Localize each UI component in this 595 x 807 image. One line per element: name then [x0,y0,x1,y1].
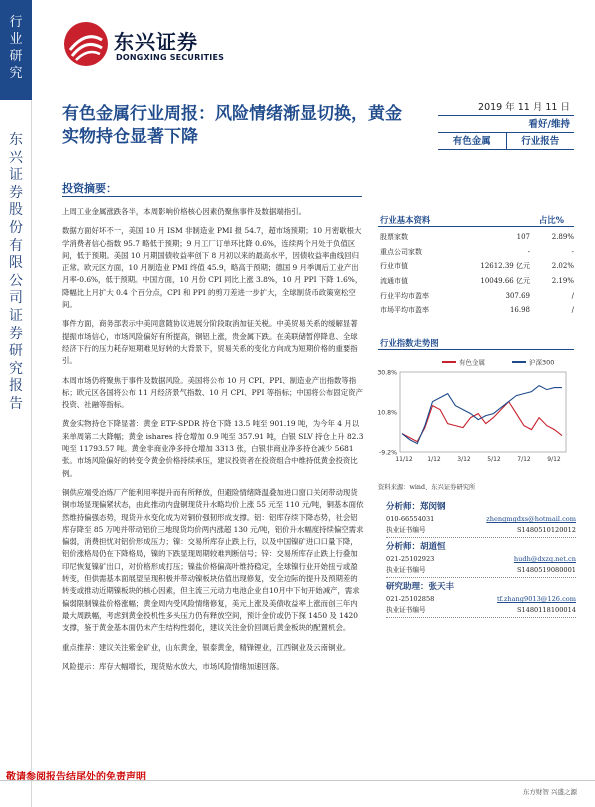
row-pct: / [571,291,574,300]
row-value: 10049.66 亿元 [480,277,530,286]
row-pct: 2.02% [551,262,574,271]
analyst-cert-number: S1480519080001 [516,566,576,574]
analyst-phone: 021-25102858 [386,595,435,603]
report-type: 行业报告 [521,136,560,147]
abstract-paragraph: 数据方面好坏不一，美国 10 月 ISM 非制造业 PMI 报 54.7，超市场预期；10 月密歇根大学消费者信心指数 95.7 略低于预期；9 月工厂订单环比降 0.6%，连续两个月处于负值区间，低于预期。美国 10 月期国债收益率创下 8 月初以来的最高水平，因债收益率曲线回归正常。欧元区方面，10 月制造业 PMI 终值 45.9，略高于预期；德国 9 月季调后工业产出月率-0.6%，低于预期。中国方面，10 月份 CPI 同比上涨 3.8%，10 月 PPI 下降 1.6%，降幅比上月扩大 0.4 个百分点，CPI 和 PPI 的剪刀差进一步扩大，全球制货币政策宽松空间。 [62,226,363,310]
industry-trend-chart [370,352,574,480]
analyst-cert [386,525,576,536]
row-value: - [527,247,530,256]
industry-data-header [378,213,574,227]
analyst-phone: 010-66554031 [386,515,435,523]
row-value: 16.98 [509,306,530,315]
x-tick-label: 1/12 [427,456,441,463]
analyst-card [386,541,576,578]
row-label: 重点公司家数 [380,247,422,256]
table-row [380,245,574,260]
company-logo [62,20,232,72]
analyst-name: 研究助理：张天丰 [386,582,455,592]
table-row [380,230,574,245]
logo-chinese: 东兴证券 [114,30,198,54]
logo-english: DONGXING SECURITIES [116,53,225,62]
analyst-cert-label: 执业证书编号 [386,606,426,614]
sidebar-category: 行业研究 [9,15,23,81]
trend-heading: 行业指数走势图 [378,336,574,350]
x-tick-label: 11/12 [395,456,413,463]
row-value: 12612.39 亿元 [480,262,530,271]
report-rating: 看好/维持 [438,116,574,133]
row-value: 107 [516,233,530,241]
x-tick-label: 3/12 [457,456,471,463]
y-tick-label: 10.8% [377,409,397,417]
row-label: 股票家数 [380,233,408,241]
row-pct: - [571,247,574,256]
analyst-cert [386,565,576,576]
table-row [380,274,574,289]
row-pct: 2.89% [551,233,574,241]
industry-data-table [380,230,574,318]
chart-lines [402,386,562,444]
analyst-contact [386,554,576,565]
analyst-contact [386,594,576,605]
analyst-phone: 021-25102923 [386,555,435,563]
footer-disclaimer: 敬请参阅报告结尾处的免责声明 [6,772,146,783]
report-date: 2019 年 11 月 11 日 [438,100,574,116]
analyst-cert-number: S1480510120012 [516,526,576,534]
analyst-cert-label: 执业证书编号 [386,526,426,534]
abstract-body [62,206,364,680]
report-meta-box [438,100,574,150]
analyst-email-link[interactable]: zhengmgdxs@hotmail.com [486,515,576,523]
analyst-cert [386,605,576,616]
analyst-divider [386,577,576,578]
analyst-name: 分析师：胡道恒 [386,542,446,552]
chart-legend [442,358,554,367]
abstract-divider [62,196,362,197]
analyst-contact [386,514,576,525]
y-tick-label: 30.8% [377,369,397,377]
sidebar-top-band [0,0,32,100]
table-row [380,289,574,304]
analyst-name: 分析师：郑闵钢 [386,502,446,512]
footer-slogan: 东方财智 兴盛之源 [522,788,577,796]
analyst-cert-number: S1480118100014 [516,606,576,614]
chart-source: 资料来源：wind、东兴证券研究所 [378,484,476,491]
abstract-paragraph: 重点推荐：建议关注紫金矿业，山东黄金，银泰黄金，精锋锂业，江西铜业及云南铜业。 [62,642,351,652]
table-row [380,259,574,274]
abstract-paragraph: 铜供应端受冶炼厂产能利用率提升而有所释放，但避险情绪降温叠加进口窗口关闭带动现货铜市场显现偏紧状态，由此推动内盘铜现货升水略均价上涨 55 元至 110 元/吨，铜基本面依然维持偏强态势，现货升水变化成为对铜价强韧形成支撑。铝：铝库存续下降态势，社会铝库存降至 85 万吨并带动铝价三地现货均价两内涨超 130 元/吨，铝价升水幅度持续偏空需求偏弱，消费担忧对铝价形成压力；镍：交易所库存止跌上行，以及中国镍矿进口口量下降，铝价涨格局仍在下降格局，镍的下跌显现周期较难判断信号；锌：交易所库存止跌上行叠加印尼恢复镍矿出口，对价格形成打压；镍盐价格偏高叶维持稳定，全球镍行业开始扭亏或盈转变，但供需基本面展望呈现积极并带动镍板块估值出现修复，安全边际的提升及预期差的转变或推动近期镍板块的核心因素，但主流三元动力电池企业自10月中下旬开始减产，需求偏弱限制镍盐价格涨幅；黄金周内受风险情绪修复，美元上涨及美债收益率上涨而创三年内最大周跌幅，考虑到黄金投机性多头压力仍有释放空间，预计金价或仍下探 1450 及 1420 支撑，鉴于黄金基本面仍未产生结构性弱化，建议关注金价回调后黄金板块的配置机会。 [62,487,364,633]
industry-data-col-header: 占比% [538,215,564,225]
abstract-paragraph: 上周工业金属涨跌各半，本周影响价格核心因素仍聚焦事件及数据端指引。 [62,207,306,216]
abstract-paragraph: 风险提示：库存大幅增长，现货贴水放大，市场风险情绪加速回落。 [62,661,284,671]
row-value: 307.69 [505,291,530,300]
table-row [380,303,574,318]
analyst-card [386,581,576,618]
x-tick-label: 5/12 [487,456,501,463]
abstract-paragraph: 本周市场仍将聚焦于事件及数据风险。美国将公布 10 月 CPI、PPI、制造业产出指数等指标；欧元区各国将公布 11 月经济景气指数、10 月 CPI、PPI 等指标；中国将公布固定资产投资、社融等指标。 [62,375,363,410]
analysts-panel [386,501,576,621]
legend-label: 沪深300 [529,358,555,367]
plot-frame [400,372,566,452]
x-tick-label: 9/12 [547,456,561,463]
chart-axes [377,370,566,464]
report-sector: 有色金属 [438,133,507,149]
legend-label: 有色金属 [459,358,485,367]
abstract-paragraph: 事件方面，商务部表示中美同意随协议进展分阶段取消加征关税。中美贸易关系的缓解显著提振市场信心，市场风险偏好有所提高，铜铝上涨，贵金属下跌。在美联储暂停降息、全球经济下行的压力耗存短期难见好转的大背景下，贸易关系的变化方向成为短期价格的重要指引。 [62,319,358,366]
series-line [402,386,562,444]
row-pct: 2.19% [551,277,574,286]
x-tick-label: 7/12 [517,456,531,463]
industry-data-heading: 行业基本资料 [380,215,431,225]
analyst-email-link[interactable]: tf.zhang9013@126.com [496,595,576,603]
sidebar [0,0,32,807]
analyst-email-link[interactable]: hudh@dxzq.net.cn [513,555,576,563]
report-title: 有色金属行业周报：风险情绪渐显切换，黄金实物持仓显著下降 [62,104,402,147]
abstract-heading: 投资摘要： [62,182,117,195]
row-label: 行业平均市盈率 [380,291,429,300]
row-label: 市场平均市盈率 [380,306,429,315]
analyst-divider [386,617,576,618]
analyst-divider [386,537,576,538]
footer-divider [0,780,595,781]
row-label: 行业市值 [380,262,408,271]
sidebar-company-text: 东兴证券股份有限公司证券研究报告 [9,132,23,412]
row-label: 流通市值 [380,277,408,286]
report-classification [438,133,574,150]
analyst-cert-label: 执业证书编号 [386,566,426,574]
row-pct: / [571,306,574,315]
abstract-paragraph: 黄金实物持仓下降显著：黄金 ETF-SPDR 持仓下降 13.5 吨至 901.19 吨，为今年 4 月以来单周第二大降幅；黄金 ishares 持仓增加 0.9 吨至 357.91 吨，白银 SLV 持仓上升 82.3 吨至 11793.57 吨。黄金非商业净多持仓增加 3313 张，白银非商业净多持仓减少 5681 张。市场风险偏好的转变令黄金价格持续承压，建议投资者在投资组合中维持低黄金投资比例。 [62,419,364,478]
y-tick-label: -9.2% [379,449,397,457]
analyst-card [386,501,576,538]
logo-mark-icon [62,20,110,68]
